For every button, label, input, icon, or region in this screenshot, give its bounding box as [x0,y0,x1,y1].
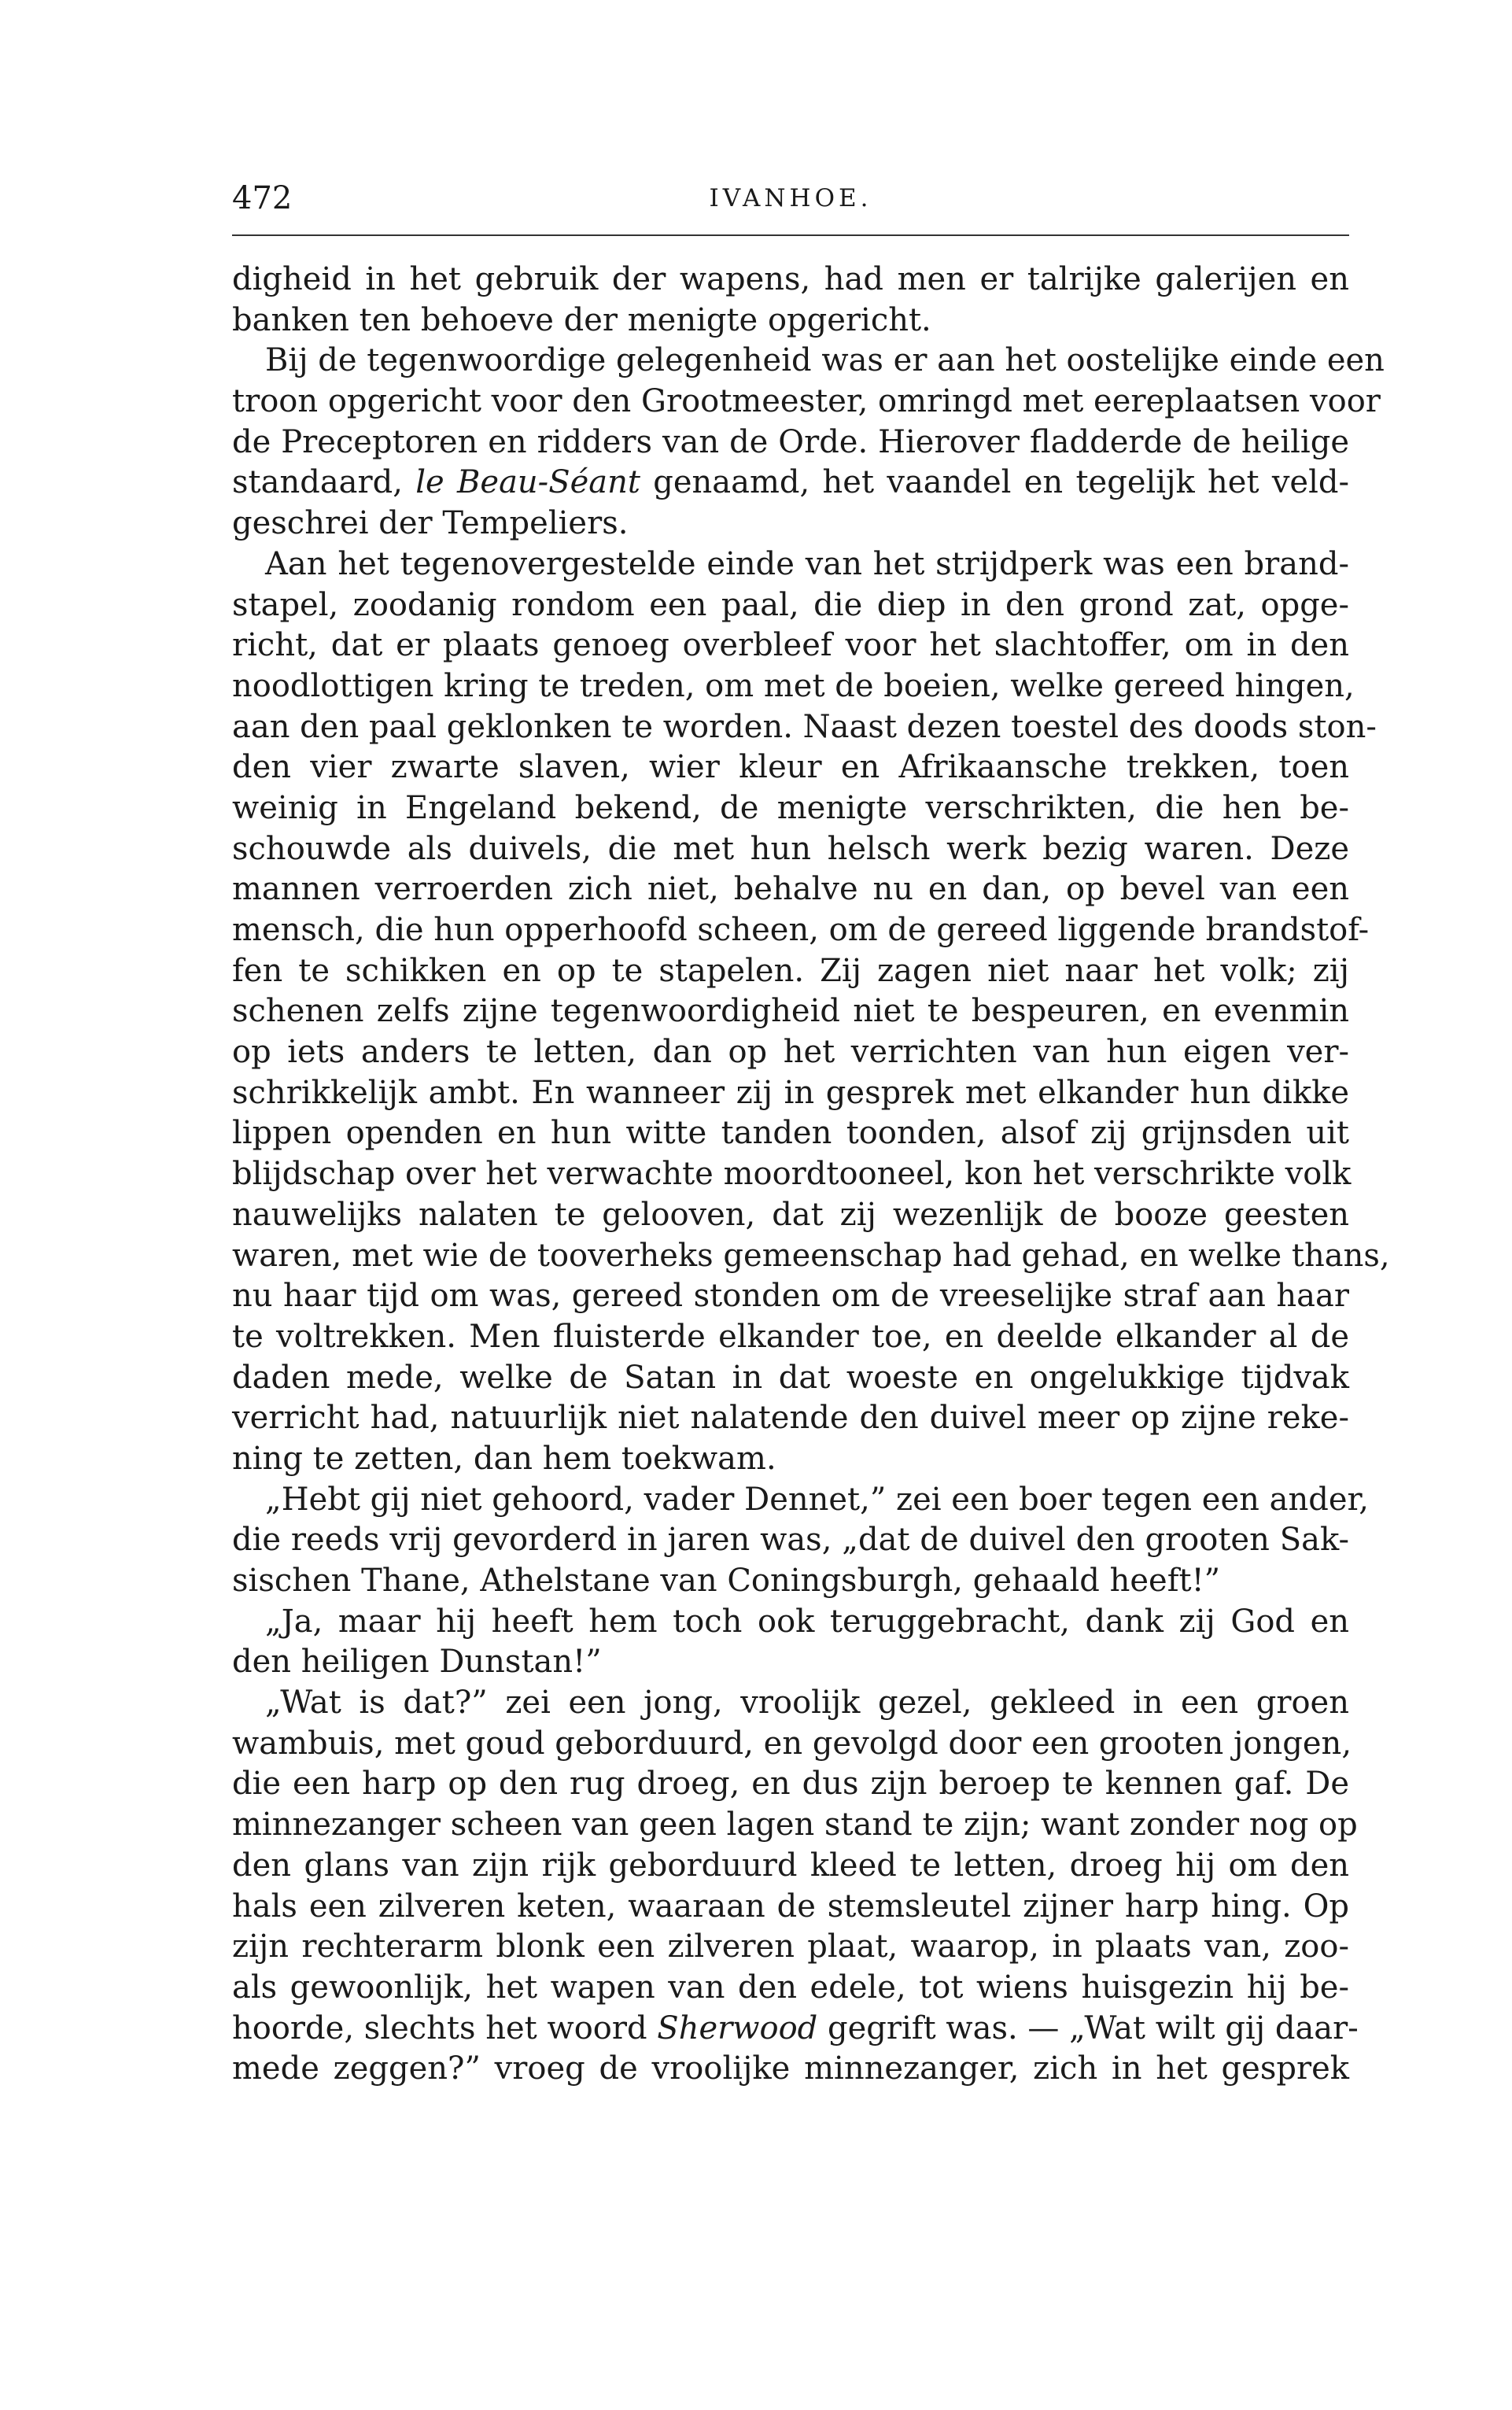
text-line: mensch, die hun opperhoofd scheen, om de gereed liggende brandstof- [232,912,1370,948]
text-line: fen te schikken en op te stapelen. Zij zagen niet naar het volk; zij [232,952,1349,989]
text-line: te voltrekken. Men fluisterde elkander toe, en deelde elkander al de [232,1318,1349,1355]
text-line: blijdschap over het verwachte moordtooneel, kon het verschrikte volk [232,1156,1352,1193]
text-line: verricht had, natuurlijk niet nalatende den duivel meer op zijne reke- [232,1400,1349,1437]
text-line: waren, met wie de tooverheks gemeenschap had gehad, en welke thans, [232,1237,1390,1274]
text-line: den vier zwarte slaven, wier kleur en Afrikaansche trekken, toen [232,749,1349,786]
text-line: schenen zelfs zijne tegenwoordigheid niet te bespeuren, en evenmin [232,993,1349,1030]
text-line: hals een zilveren keten, waaraan de stemsleutel zijner harp hing. Op [232,1888,1349,1925]
text-line: stapel, zoodanig rondom een paal, die diep in den grond zat, opge- [232,586,1349,623]
text-line: daden mede, welke de Satan in dat woeste en ongelukkige tijdvak [232,1359,1349,1396]
text-line: mannen verroerden zich niet, behalve nu en dan, op bevel van een [232,871,1349,908]
text-line: schrikkelijk ambt. En wanneer zij in gesprek met elkander hun dikke [232,1074,1349,1111]
text-segment: gegrift was. — „Wat wilt gij daar- [827,2010,1359,2046]
header-rule [232,234,1349,236]
text-line: weinig in Engeland bekend, de menigte verschrikten, die hen be- [232,789,1349,826]
text-line: geschrei der Tempeliers. [232,505,629,542]
text-line: den heiligen Dunstan!” [232,1644,602,1681]
text-line: zijn rechterarm blonk een zilveren plaat, waarop, in plaats van, zoo- [232,1928,1349,1965]
text-line: „Wat is dat?” zei een jong, vroolijk gezel, gekleed in een groen [265,1685,1349,1722]
text-line: digheid in het gebruik der wapens, had men er talrijke galerijen en [232,261,1349,297]
page-number: 472 [232,180,293,216]
text-line: noodlottigen kring te treden, om met de boeien, welke gereed hingen, [232,667,1355,704]
standard-name: le Beau-Séant [415,464,640,501]
running-head [232,175,1349,222]
text-line: richt, dat er plaats genoeg overbleef voor het slachtoffer, om in den [232,627,1349,664]
text-line: „Ja, maar hij heeft hem toch ook teruggebracht, dank zij God en [265,1603,1349,1640]
text-line [232,2009,1359,2050]
text-segment: standaard, [232,464,403,501]
text-line: aan den paal geklonken te worden. Naast dezen toestel des doods ston- [232,708,1377,745]
text-line: nauwelijks nalaten te gelooven, dat zij wezenlijk de booze geesten [232,1196,1349,1233]
text-line: die reeds vrij gevorderd in jaren was, „dat de duivel den grooten Sak- [232,1522,1349,1559]
text-line: „Hebt gij niet gehoord, vader Dennet,” zei een boer tegen een ander, [265,1481,1369,1518]
text-line: nu haar tijd om was, gereed stonden om de vreeselijke straf aan haar [232,1278,1349,1315]
text-line [232,463,1349,504]
sherwood-word: Sherwood [657,2010,818,2046]
text-segment: genaamd, het vaandel en tegelijk het veld- [653,464,1350,501]
text-segment: hoorde, slechts het woord [232,2010,647,2046]
text-line: banken ten behoeve der menigte opgericht. [232,301,931,338]
text-line: op iets anders te letten, dan op het verrichten van hun eigen ver- [232,1034,1349,1071]
body-text [232,260,1390,2090]
text-line: den glans van zijn rijk geborduurd kleed te letten, droeg hij om den [232,1847,1349,1884]
text-line: Aan het tegenovergestelde einde van het strijdperk was een brand- [265,545,1349,582]
text-line: lippen openden en hun witte tanden toonden, alsof zij grijnsden uit [232,1115,1349,1152]
text-line: ning te zetten, dan hem toekwam. [232,1440,776,1477]
running-title: IVANHOE. [709,184,872,212]
text-line: de Preceptoren en ridders van de Orde. Hierover fladderde de heilige [232,423,1349,460]
text-line: mede zeggen?” vroeg de vroolijke minnezanger, zich in het gesprek [232,2050,1349,2087]
text-line: troon opgericht voor den Grootmeester, omringd met eereplaatsen voor [232,383,1381,420]
text-line: Bij de tegenwoordige gelegenheid was er aan het oostelijke einde een [265,342,1385,379]
text-line: minnezanger scheen van geen lagen stand te zijn; want zonder nog op [232,1807,1358,1843]
text-line: als gewoonlijk, het wapen van den edele, tot wiens huisgezin hij be- [232,1969,1349,2006]
text-line: sischen Thane, Athelstane van Coningsburgh, gehaald heeft!” [232,1563,1221,1599]
text-line: wambuis, met goud geborduurd, en gevolgd door een grooten jongen, [232,1725,1352,1762]
text-line: schouwde als duivels, die met hun helsch werk bezig waren. Deze [232,830,1349,867]
text-line: die een harp op den rug droeg, en dus zijn beroep te kennen gaf. De [232,1766,1349,1803]
